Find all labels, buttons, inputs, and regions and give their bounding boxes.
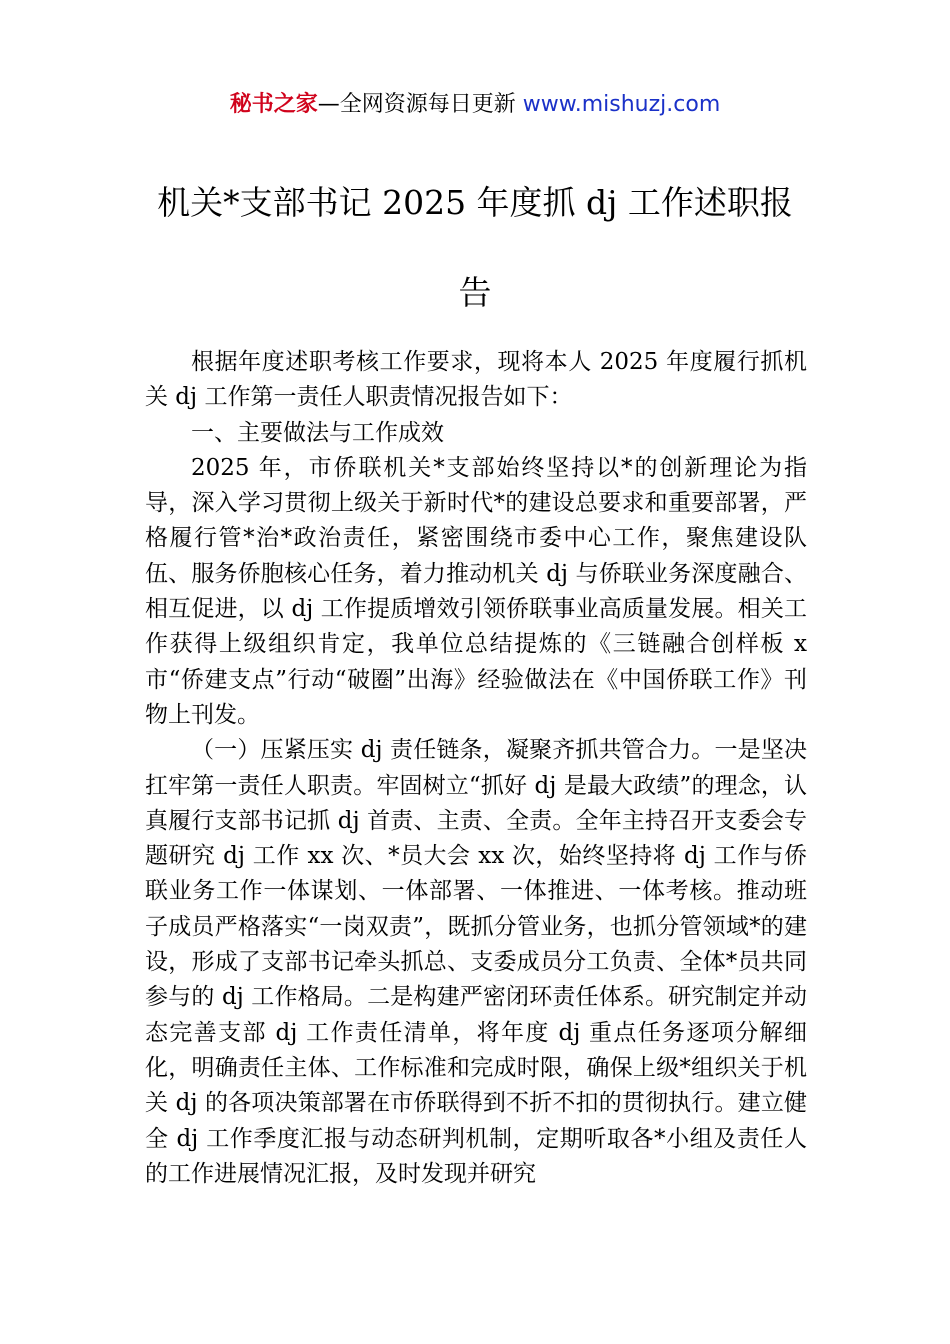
document-body <box>145 345 807 1192</box>
site-brand: 秘书之家 <box>229 92 318 117</box>
section-heading: 一、主要做法与工作成效 <box>191 419 444 446</box>
body-paragraph: 2025 年，市侨联机关*支部始终坚持以*的创新理论为指导，深入学习贯彻上级关于新时代*的建设总要求和重要部署，严格履行管*治*政治责任，紧密围绕市委中心工作，聚焦建设队伍、服务侨胞核心任务，着力推动机关 dj 与侨联业务深度融合、相互促进，以 dj 工作提质增效引领侨联事业高质量发展。相关工作获得上级组织肯定，我单位总结提炼的《三链融合创样板 x 市“侨建支点”行动“破圈”出海》经验做法在《中国侨联工作》刊物上刊发。 <box>145 454 807 728</box>
site-tagline: —全网资源每日更新 <box>317 92 523 117</box>
site-url-link[interactable]: www.mishuzj.com <box>522 92 721 117</box>
body-paragraph: （一）压紧压实 dj 责任链条，凝聚齐抓共管合力。一是坚决扛牢第一责任人职责。牢固树立“抓好 dj 是最大政绩”的理念，认真履行支部书记抓 dj 首责、主责、全责。全年主持召开支委会专题研究 dj 工作 xx 次、*员大会 xx 次，始终坚持将 dj 工作与侨联业务工作一体谋划、一体部署、一体推进、一体考核。推动班子成员严格落实“一岗双责”，既抓分管业务，也抓分管领域*的建设，形成了支部书记牵头抓总、支委成员分工负责、全体*员共同参与的 dj 工作格局。二是构建严密闭环责任体系。研究制定并动态完善支部 dj 工作责任清单，将年度 dj 重点任务逐项分解细化，明确责任主体、工作标准和完成时限，确保上级*组织关于机关 dj 的各项决策部署在市侨联得到不折不扣的贯彻执行。建立健全 dj 工作季度汇报与动态研判机制，定期听取各*小组及责任人的工作进展情况汇报，及时发现并研究 <box>145 737 807 1187</box>
site-header <box>0 88 950 122</box>
document-title: 机关*支部书记 2025 年度抓 dj 工作述职报告 <box>157 183 793 312</box>
intro-paragraph: 根据年度述职考核工作要求，现将本人 2025 年度履行抓机关 dj 工作第一责任人职责情况报告如下： <box>145 349 807 411</box>
